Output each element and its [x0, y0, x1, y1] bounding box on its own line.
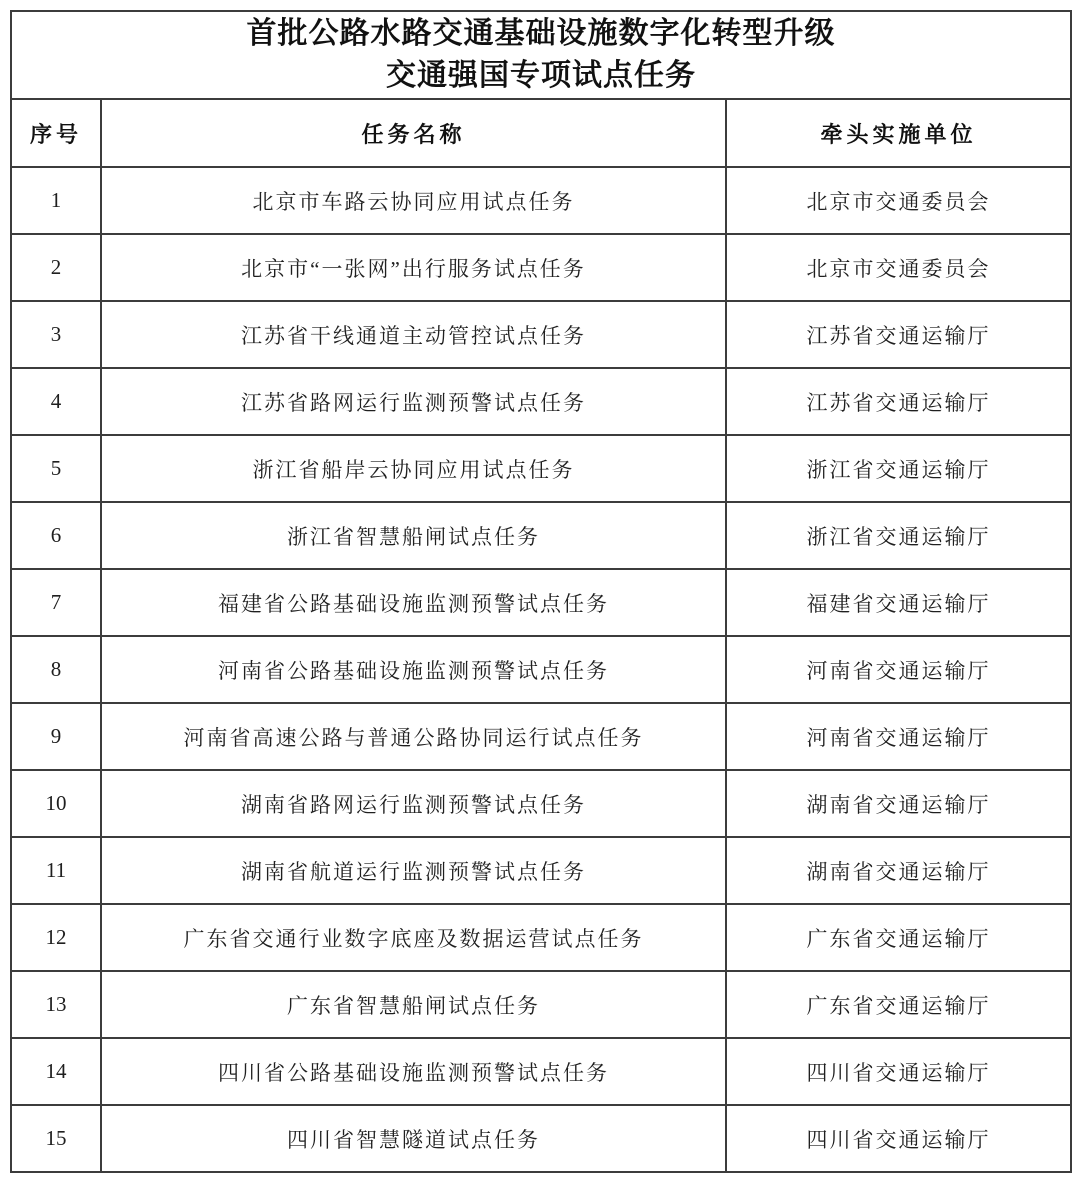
task-name: 河南省公路基础设施监测预警试点任务 — [101, 636, 726, 703]
row-number: 12 — [11, 904, 101, 971]
lead-unit: 北京市交通委员会 — [726, 234, 1071, 301]
task-name: 广东省交通行业数字底座及数据运营试点任务 — [101, 904, 726, 971]
task-name: 江苏省干线通道主动管控试点任务 — [101, 301, 726, 368]
task-name: 浙江省船岸云协同应用试点任务 — [101, 435, 726, 502]
table-row — [11, 368, 1071, 435]
row-number: 6 — [11, 502, 101, 569]
lead-unit: 北京市交通委员会 — [726, 167, 1071, 234]
row-number: 11 — [11, 837, 101, 904]
row-number: 8 — [11, 636, 101, 703]
table-row — [11, 971, 1071, 1038]
lead-unit: 四川省交通运输厅 — [726, 1105, 1071, 1172]
table-title — [11, 11, 1071, 99]
lead-unit: 四川省交通运输厅 — [726, 1038, 1071, 1105]
lead-unit: 江苏省交通运输厅 — [726, 368, 1071, 435]
table-row — [11, 569, 1071, 636]
lead-unit: 河南省交通运输厅 — [726, 636, 1071, 703]
table-row — [11, 234, 1071, 301]
task-name: 浙江省智慧船闸试点任务 — [101, 502, 726, 569]
table-title-line1: 首批公路水路交通基础设施数字化转型升级 — [246, 17, 836, 50]
task-name: 四川省公路基础设施监测预警试点任务 — [101, 1038, 726, 1105]
task-name: 北京市“一张网”出行服务试点任务 — [101, 234, 726, 301]
table-row — [11, 904, 1071, 971]
column-header-unit: 牵头实施单位 — [726, 99, 1071, 167]
row-number: 2 — [11, 234, 101, 301]
task-name: 湖南省航道运行监测预警试点任务 — [101, 837, 726, 904]
lead-unit: 广东省交通运输厅 — [726, 904, 1071, 971]
row-number: 10 — [11, 770, 101, 837]
pilot-tasks-table — [10, 10, 1072, 1173]
table-row — [11, 1038, 1071, 1105]
header-row — [11, 99, 1071, 167]
table-row — [11, 770, 1071, 837]
column-header-task: 任务名称 — [101, 99, 726, 167]
lead-unit: 浙江省交通运输厅 — [726, 435, 1071, 502]
row-number: 14 — [11, 1038, 101, 1105]
lead-unit: 福建省交通运输厅 — [726, 569, 1071, 636]
lead-unit: 江苏省交通运输厅 — [726, 301, 1071, 368]
table-row — [11, 837, 1071, 904]
column-header-no: 序号 — [11, 99, 101, 167]
title-row — [11, 11, 1071, 99]
row-number: 1 — [11, 167, 101, 234]
table-row — [11, 435, 1071, 502]
lead-unit: 河南省交通运输厅 — [726, 703, 1071, 770]
task-name: 广东省智慧船闸试点任务 — [101, 971, 726, 1038]
table-row — [11, 1105, 1071, 1172]
row-number: 3 — [11, 301, 101, 368]
task-name: 北京市车路云协同应用试点任务 — [101, 167, 726, 234]
lead-unit: 广东省交通运输厅 — [726, 971, 1071, 1038]
table-row — [11, 636, 1071, 703]
table-row — [11, 703, 1071, 770]
task-name: 河南省高速公路与普通公路协同运行试点任务 — [101, 703, 726, 770]
row-number: 13 — [11, 971, 101, 1038]
task-name: 湖南省路网运行监测预警试点任务 — [101, 770, 726, 837]
lead-unit: 湖南省交通运输厅 — [726, 770, 1071, 837]
row-number: 5 — [11, 435, 101, 502]
row-number: 7 — [11, 569, 101, 636]
task-name: 四川省智慧隧道试点任务 — [101, 1105, 726, 1172]
lead-unit: 浙江省交通运输厅 — [726, 502, 1071, 569]
lead-unit: 湖南省交通运输厅 — [726, 837, 1071, 904]
table-row — [11, 301, 1071, 368]
row-number: 4 — [11, 368, 101, 435]
table-row — [11, 502, 1071, 569]
table-row — [11, 167, 1071, 234]
row-number: 15 — [11, 1105, 101, 1172]
task-name: 江苏省路网运行监测预警试点任务 — [101, 368, 726, 435]
row-number: 9 — [11, 703, 101, 770]
task-name: 福建省公路基础设施监测预警试点任务 — [101, 569, 726, 636]
table-title-line2: 交通强国专项试点任务 — [386, 59, 696, 92]
